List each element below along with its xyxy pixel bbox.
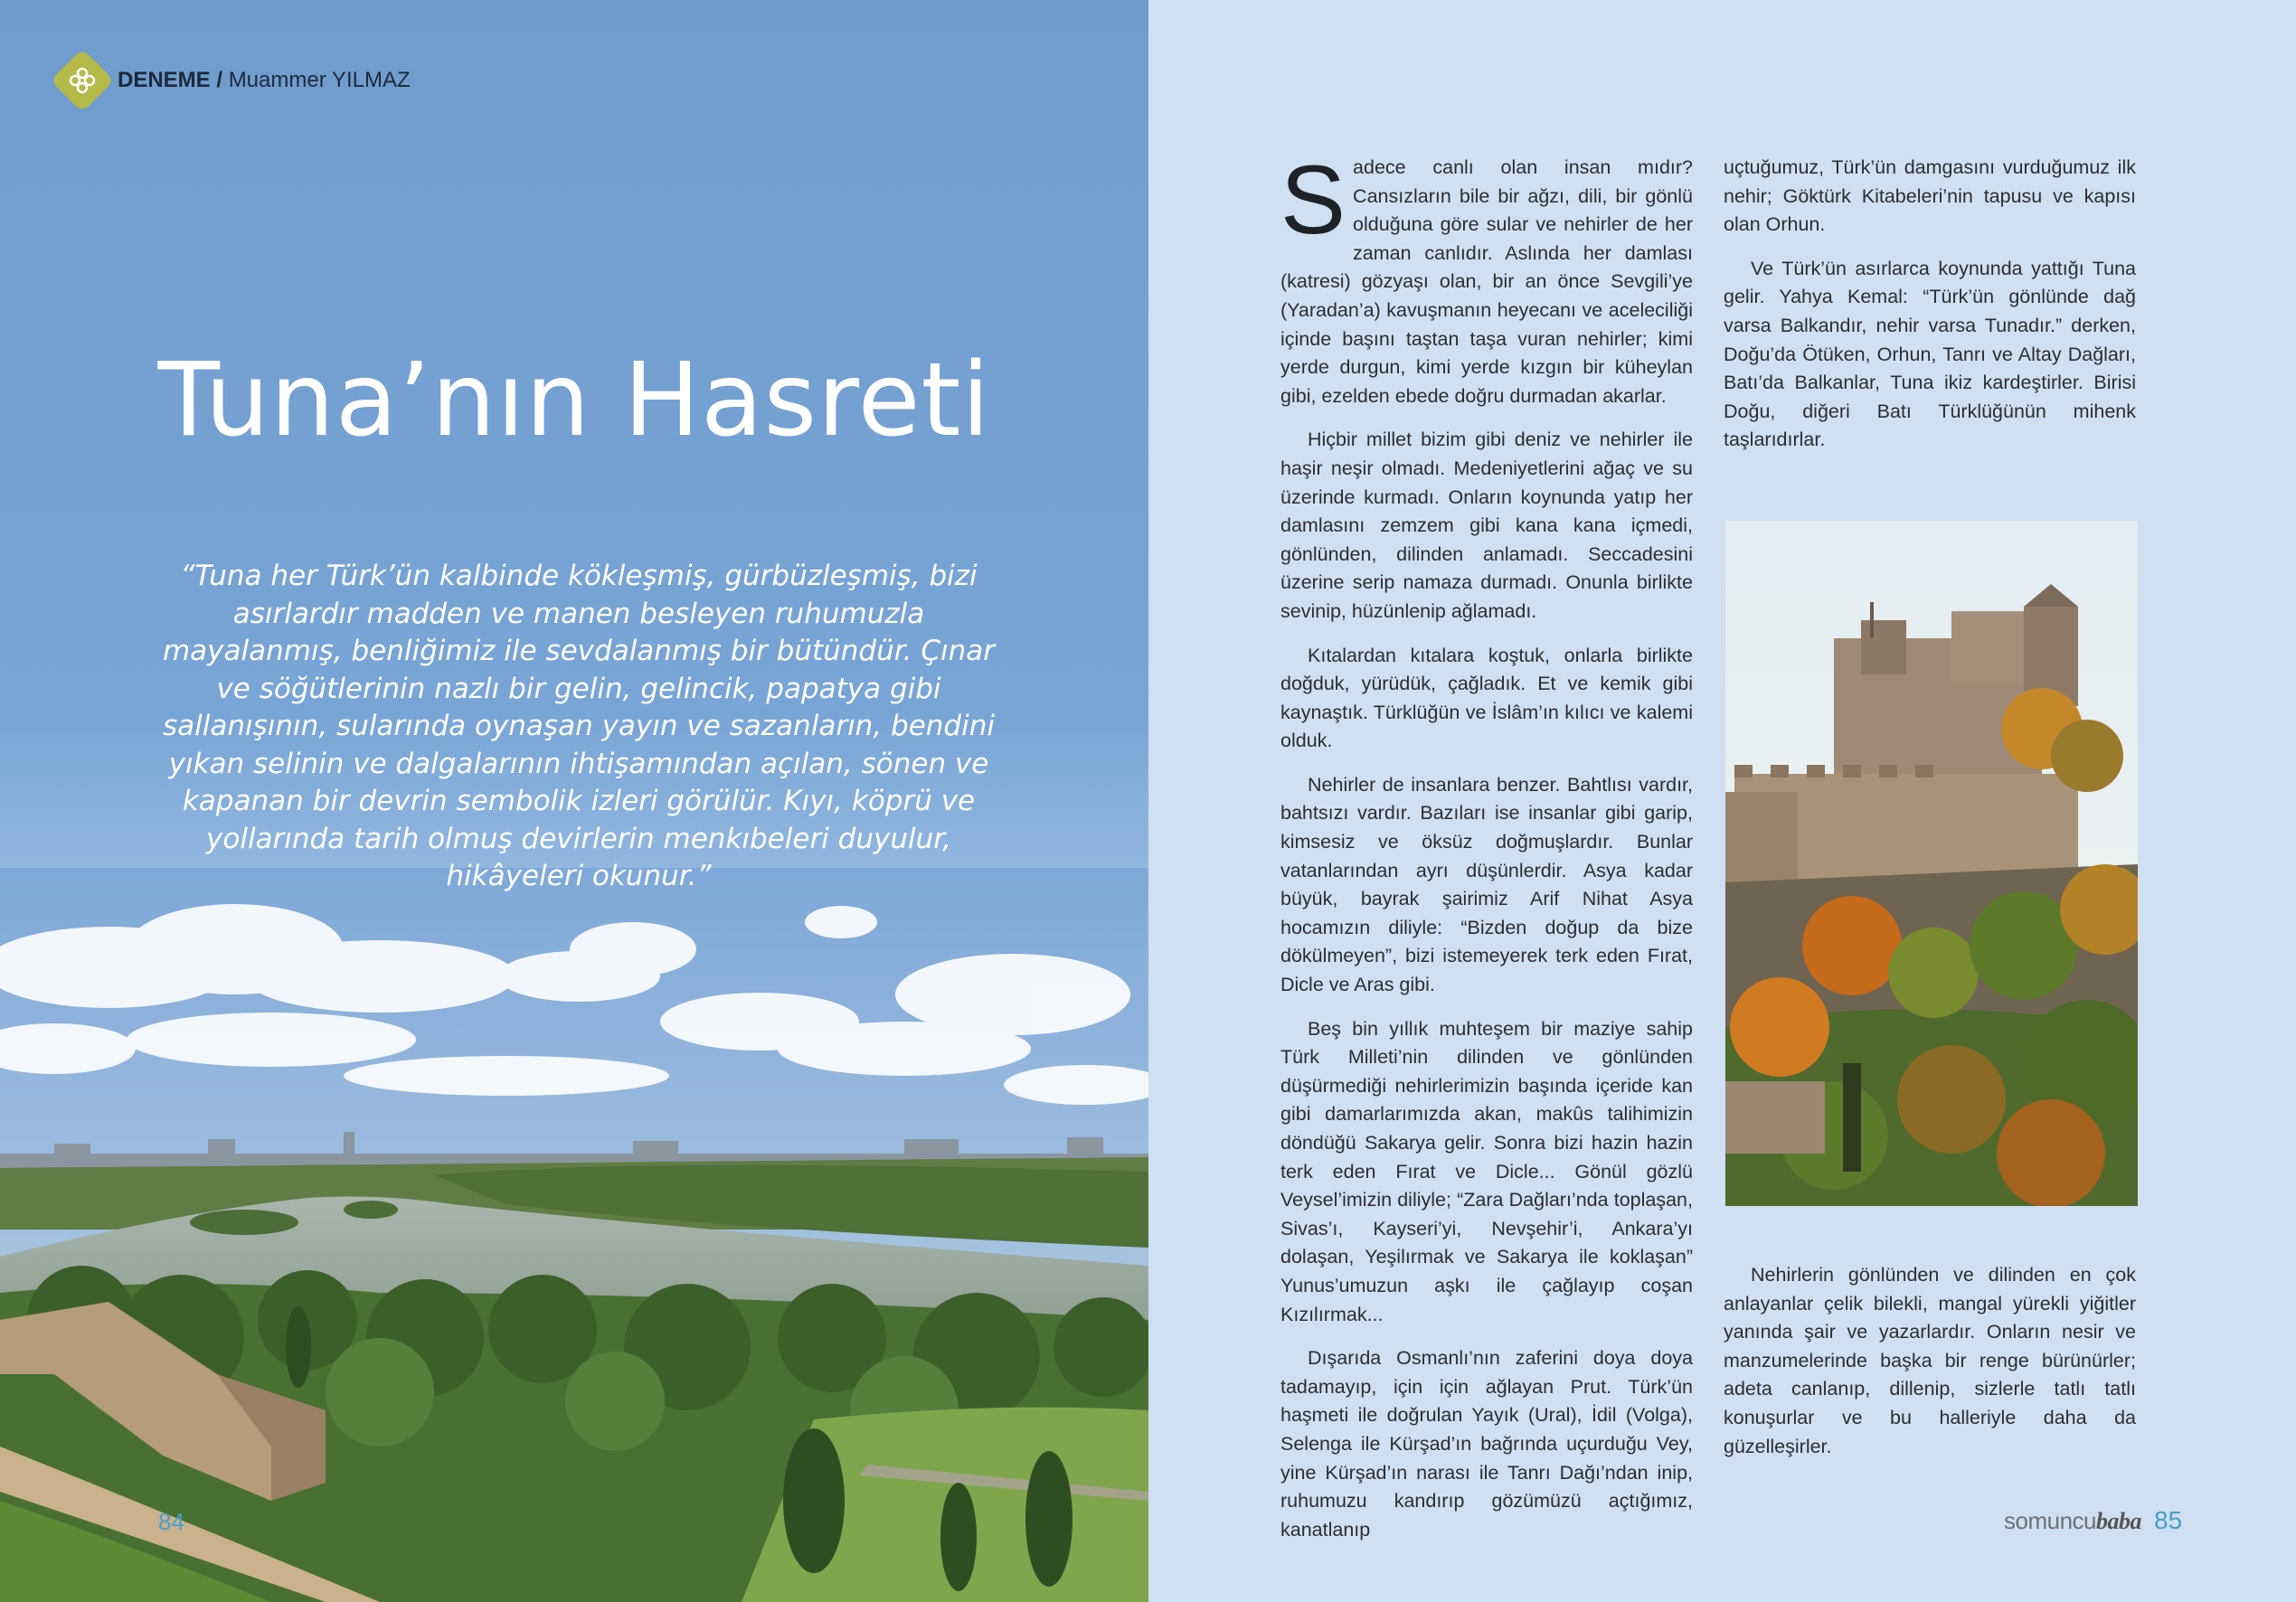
paragraph: Nehirler de insanlara benzer. Bahtlısı vardır, bahtsızı vardır. Bazıları ise insanlar gibi garip, kimsesiz ve öksüz doğmuşlardır. Bunlar vatanlarından ayrı düşünlerdir. Asya kadar büyük, bayrak şairimiz Arif Nihat Asya hocamızın diliyle: “Bizden doğup da bize dökülmeyen”, bizi istemeyerek terk eden Fırat, Dicle ve Aras gibi. [1280,773,1693,996]
paragraph: Ve Türk’ün asırlarca koynunda yattığı Tuna gelir. Yahya Kemal: “Türk’ün gönlünde dağ varsa Balkandır, nehir varsa Tunadır.” derken, Doğu’da Ötüken, Orhun, Tanrı ve Altay Dağları, Batı’da Balkanlar, Tuna ikiz kardeştirler. Birisi Doğu, diğeri Batı Türklüğünün mihenk taşlarıdırlar. [1724,257,2136,451]
paragraph: uçtuğumuz, Türk’ün damgasını vurduğumuz ilk nehir; Göktürk Kitabeleri’nin tapusu ve kapısı olan Orhun. [1724,156,2136,236]
paragraph: Nehirlerin gönlünden ve dilinden en çok anlayanlar çelik bilekli, mangal yürekli yiğitler yanında şair ve yazarlardır. Onların nesir ve manzumelerinde başka bir renge bürünürler; adeta canlanıp, dillenip, sizlerle tatlı tatlı konuşurlar ve bu halleriyle daha da güzelleşirler. [1724,1264,2136,1457]
drop-cap: S [1280,145,1346,254]
author-name: Muammer YILMAZ [228,68,411,92]
fortress-photo [1725,521,2138,1206]
header-text [118,68,411,93]
left-page-number: 84 [158,1508,184,1535]
right-page-number: 85 [2154,1506,2183,1534]
text-column-2 [1724,154,2136,470]
article-title: Tuna’nın Hasreti [157,342,991,459]
paragraph: Kıtalardan kıtalara koştuk, onlarla birlikte doğduk, yürüdük, çağladık. Et ve kemik gibi kaynaştık. Türklüğün ve İslâm’ın kılıcı ve kalemi olduk. [1280,644,1693,752]
paragraph: Dışarıda Osmanlı’nın zaferini doya doya tadamayıp, için için ağlayan Prut. Türk’ün haşmeti ile doğrulan Yayık (Ural), İdil (Volga), Selenga ile Kürşad’ın bağrında uçurduğu Vey, yine Kürşad’ın narası ile Tanrı Dağı’ndan inip, ruhumuzu kandırıp gözümüzü açtığımız, kanatlanıp [1280,1347,1693,1541]
section-header [60,58,411,103]
text-column-1 [1280,145,1693,1560]
magazine-logo [2004,1507,2141,1535]
text-column-2-bottom [1724,1261,2136,1476]
page-footer [2004,1506,2182,1535]
brand-light: somuncu [2004,1507,2096,1534]
section-label: DENEME / [118,68,223,92]
danube-landscape-photo [0,868,1148,1602]
brand-bold: baba [2096,1508,2141,1534]
paragraph: Beş bin yıllık muhteşem bir maziye sahip Türk Milleti’nin dilinden ve gönlünden düşürmediği nehirlerimizin başında içeride kan gibi damarlarımızda akan, makûs talihimizin döndüğü Sakarya gelir. Sonra bizi hazin hazin terk eden Fırat ve Dicle... Gönül gözlü Veysel’imizin diliyle; “Zara Dağları’nda toplaşan, Sivas’ı, Kayseri’yi, Nevşehir’i, Ankara’yı dolaşan, Yeşilırmak ve Sakarya ile koklaşan” Yunus’umuzun aşkı ile çağlayıp coşan Kızılırmak... [1280,1017,1693,1325]
pull-quote: “Tuna her Türk’ün kalbinde kökleşmiş, gürbüzleşmiş, bizi asırlardır madden ve manen besleyen ruhumuzla mayalanmış, benliğimiz ile sevdalanmış bir bütündür. Çınar ve söğütlerinin nazlı bir gelin, gelincik, papatya gibi sallanışının, sularında oynaşan yayın ve sazanların, bendini yıkan selinin ve dalgalarının ihtişamından açılan, sönen ve kapanan bir devrin sembolik izleri görülür. Kıyı, köprü ve yollarında tarih olmuş devirlerin menkıbeleri duyulur, hikâyeleri okunur.” [162,560,996,892]
paragraph: adece canlı olan insan mıdır? Cansızların bile bir ağzı, dili, bir gönlü olduğuna göre sular ve nehirler de her zaman canlıdır. Aslında her damlası (katresi) gözyaşı olan, bir an önce Sevgili’ye (Yaradan’a) kavuşmanın heyecanı ve aceleciliği içinde başını taştan taşa vuran nehirler; kimi yerde durgun, kimi yerde kızgın bir küheylan gibi, ezelden ebede doğru durmadan akarlar. [1280,156,1693,407]
ornament-diamond-icon [51,49,115,113]
paragraph: Hiçbir millet bizim gibi deniz ve nehirler ile haşir neşir olmadı. Medeniyetlerini ağaç ve su üzerinde kurmadı. Onların koynunda yatıp her damlasını zemzem gibi kana kana içmedi, gönlünden, dilinden anlamadı. Seccadesini üzerine serip namaza durmadı. Onunla birlikte sevinip, hüzünlenip ağlamadı. [1280,429,1693,622]
